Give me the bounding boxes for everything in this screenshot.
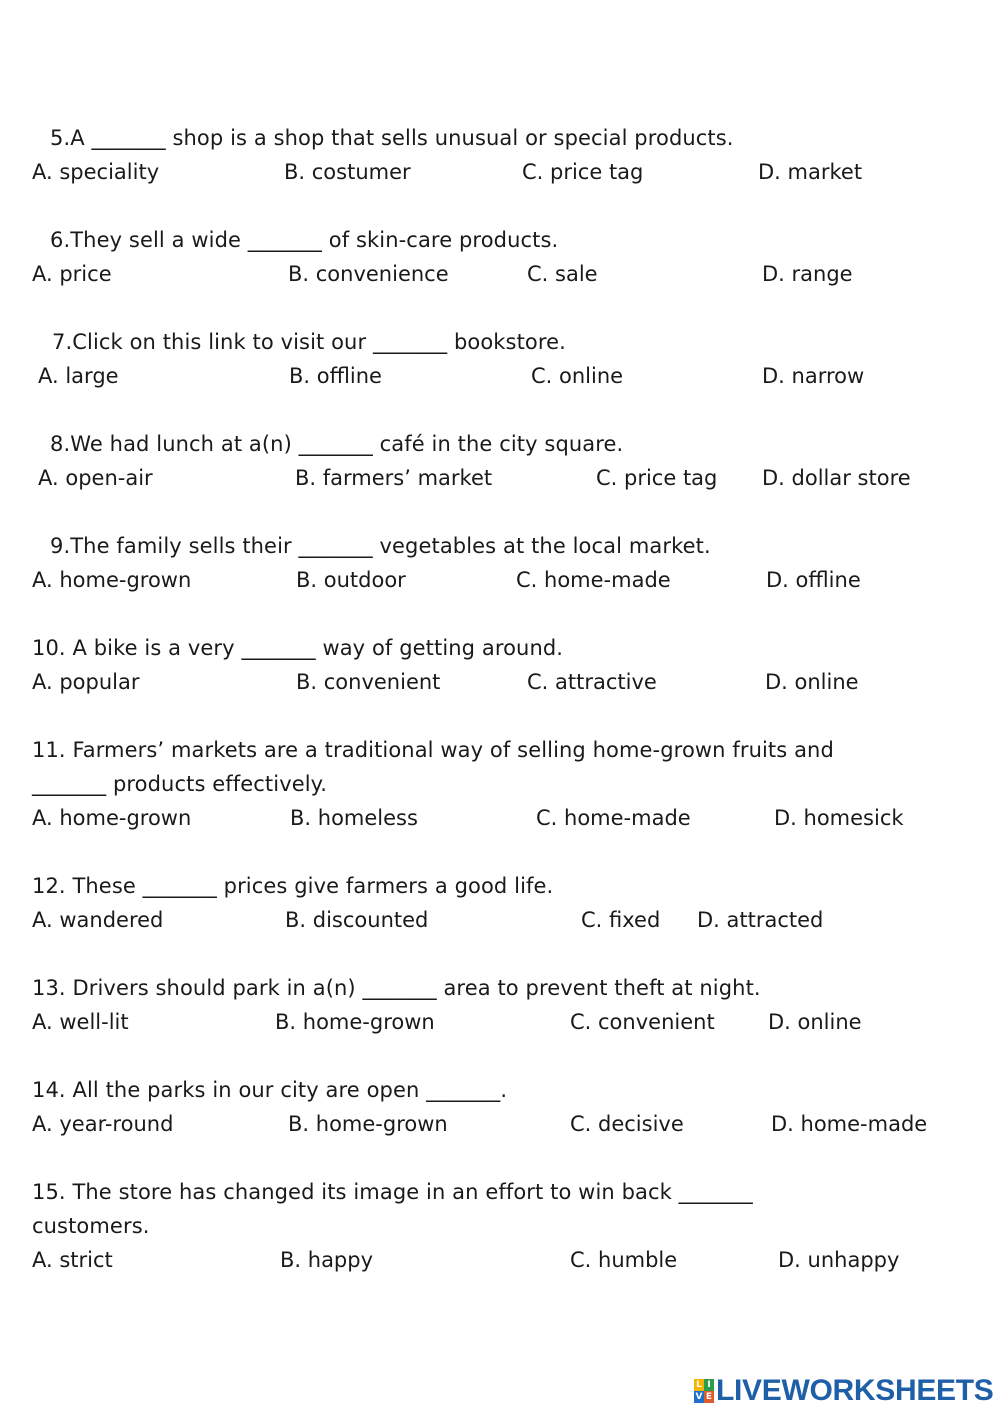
question-number: 5. — [50, 126, 71, 150]
option-d[interactable]: D. home-made — [771, 1112, 928, 1136]
option-b[interactable]: B. homeless — [290, 806, 418, 830]
option-a[interactable]: A. open-air — [38, 466, 153, 490]
option-d[interactable]: D. homesick — [774, 806, 904, 830]
question-stem: Click on this link to visit our _______ bookstore. — [72, 330, 566, 354]
question-9-text — [50, 532, 711, 560]
logo-mark-e: E — [705, 1392, 713, 1402]
option-c[interactable]: C. convenient — [570, 1010, 715, 1034]
liveworksheets-logo — [694, 1374, 994, 1408]
logo-mark-v: V — [695, 1392, 703, 1402]
question-11-text-cont: _______ products effectively. — [32, 772, 327, 796]
option-a[interactable]: A. home-grown — [32, 568, 192, 592]
option-a[interactable]: A. price — [32, 262, 112, 286]
option-d[interactable]: D. range — [762, 262, 853, 286]
question-12-text: 12. These _______ prices give farmers a good life. — [32, 874, 554, 898]
option-b[interactable]: B. discounted — [285, 908, 429, 932]
option-c[interactable]: C. home-made — [536, 806, 691, 830]
logo-mark-i: I — [704, 1379, 714, 1391]
option-c[interactable]: C. online — [531, 364, 624, 388]
option-a[interactable]: A. wandered — [32, 908, 164, 932]
question-15-text: 15. The store has changed its image in an effort to win back _______ — [32, 1180, 753, 1204]
option-d[interactable]: D. attracted — [697, 908, 824, 932]
option-a[interactable]: A. strict — [32, 1248, 113, 1272]
option-d[interactable]: D. dollar store — [762, 466, 911, 490]
question-8-text — [50, 430, 623, 458]
option-d[interactable]: D. online — [765, 670, 859, 694]
option-d[interactable]: D. offline — [766, 568, 861, 592]
question-11-text: 11. Farmers’ markets are a traditional way of selling home-grown fruits and — [32, 738, 834, 762]
option-b[interactable]: B. outdoor — [296, 568, 406, 592]
question-7-text — [52, 328, 566, 356]
option-c[interactable]: C. home-made — [516, 568, 671, 592]
option-b[interactable]: B. convenient — [296, 670, 441, 694]
question-15-text-cont: customers. — [32, 1214, 150, 1238]
option-c[interactable]: C. price tag — [522, 160, 644, 184]
option-c[interactable]: C. decisive — [570, 1112, 684, 1136]
option-c[interactable]: C. price tag — [596, 466, 718, 490]
option-d[interactable]: D. unhappy — [778, 1248, 900, 1272]
question-6-text — [50, 226, 558, 254]
question-number: 7. — [52, 330, 73, 354]
option-a[interactable]: A. well-lit — [32, 1010, 129, 1034]
liveworksheets-logo-icon — [694, 1379, 714, 1403]
option-c[interactable]: C. humble — [570, 1248, 678, 1272]
option-d[interactable]: D. online — [768, 1010, 862, 1034]
option-b[interactable]: B. home-grown — [288, 1112, 448, 1136]
option-d[interactable]: D. market — [758, 160, 863, 184]
option-a[interactable]: A. large — [38, 364, 119, 388]
question-13-text: 13. Drivers should park in a(n) _______ area to prevent theft at night. — [32, 976, 761, 1000]
option-b[interactable]: B. farmers’ market — [295, 466, 493, 490]
option-b[interactable]: B. convenience — [288, 262, 449, 286]
question-stem: They sell a wide _______ of skin-care products. — [70, 228, 559, 252]
option-c[interactable]: C. sale — [527, 262, 598, 286]
question-number: 8. — [50, 432, 71, 456]
question-stem: We had lunch at a(n) _______ café in the city square. — [70, 432, 624, 456]
option-a[interactable]: A. speciality — [32, 160, 160, 184]
option-c[interactable]: C. fixed — [581, 908, 661, 932]
option-a[interactable]: A. year-round — [32, 1112, 174, 1136]
option-b[interactable]: B. costumer — [284, 160, 411, 184]
question-stem: A _______ shop is a shop that sells unusual or special products. — [70, 126, 734, 150]
question-number: 6. — [50, 228, 71, 252]
option-b[interactable]: B. home-grown — [275, 1010, 435, 1034]
question-5-text — [50, 124, 734, 152]
question-stem: The family sells their _______ vegetables at the local market. — [70, 534, 711, 558]
logo-text: LIVEWORKSHEETS — [716, 1374, 994, 1407]
option-b[interactable]: B. happy — [280, 1248, 374, 1272]
option-b[interactable]: B. offline — [289, 364, 382, 388]
question-10-text: 10. A bike is a very _______ way of getting around. — [32, 636, 564, 660]
option-c[interactable]: C. attractive — [527, 670, 657, 694]
question-number: 9. — [50, 534, 71, 558]
question-14-text: 14. All the parks in our city are open _______. — [32, 1078, 508, 1102]
logo-mark-l: L — [694, 1379, 704, 1391]
option-a[interactable]: A. popular — [32, 670, 140, 694]
option-d[interactable]: D. narrow — [762, 364, 865, 388]
option-a[interactable]: A. home-grown — [32, 806, 192, 830]
